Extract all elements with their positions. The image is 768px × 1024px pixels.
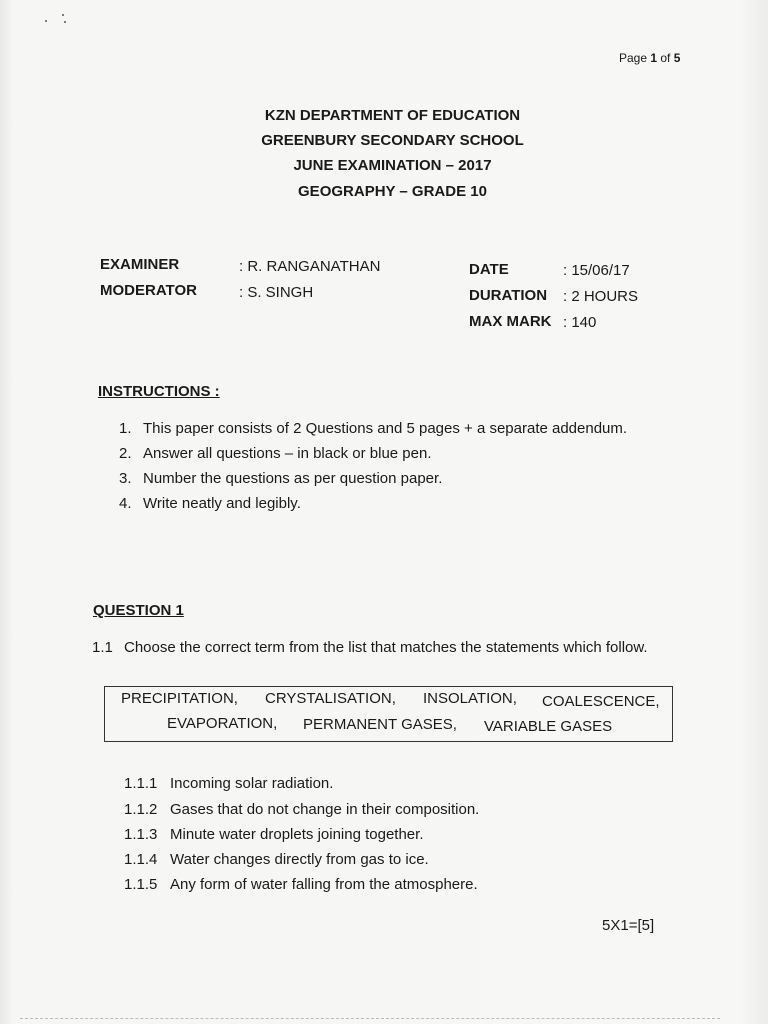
header-subject: GEOGRAPHY – GRADE 10 [298, 183, 487, 200]
scan-edge-dashes [20, 1018, 720, 1019]
instruction-number: 4. [119, 495, 132, 512]
sub-question [124, 801, 479, 818]
sub-question-number: 1.1.1 [124, 775, 158, 792]
scan-speck [45, 20, 47, 22]
instruction-text: This paper consists of 2 Questions and 5 pages + a separate addendum. [143, 420, 628, 437]
scan-speck [62, 14, 64, 16]
instruction-item [119, 470, 442, 487]
question-1-1-intro [92, 639, 648, 656]
instruction-number: 1. [119, 420, 132, 437]
instruction-number: 3. [119, 470, 132, 487]
instruction-text: Answer all questions – in black or blue pen. [143, 445, 432, 462]
date-value: : 15/06/17 [563, 262, 630, 279]
instruction-item [119, 495, 301, 512]
question-number: 1.1 [92, 639, 113, 656]
duration-value: : 2 HOURS [563, 288, 639, 305]
question1-heading: QUESTION 1 [93, 602, 184, 619]
page-number: Page 1 of 5 [619, 51, 681, 65]
sub-question [124, 876, 478, 893]
sub-question-text: Incoming solar radiation. [170, 775, 334, 792]
marks-allocation: 5X1=[5] [602, 917, 655, 934]
sub-question-number: 1.1.2 [124, 801, 158, 818]
header-department: KZN DEPARTMENT OF EDUCATION [264, 107, 521, 124]
header-exam: JUNE EXAMINATION – 2017 [293, 157, 492, 174]
moderator-value: : S. SINGH [239, 284, 314, 301]
sub-question-text: Water changes directly from gas to ice. [170, 851, 429, 868]
term-evaporation: EVAPORATION, [167, 715, 278, 732]
term-precipitation: PRECIPITATION, [121, 690, 238, 707]
sub-question [124, 775, 333, 792]
sub-question-text: Any form of water falling from the atmosphere. [170, 876, 478, 893]
maxmark-label: MAX MARK [469, 313, 552, 330]
instruction-text: Write neatly and legibly. [143, 495, 301, 512]
sub-question [124, 826, 423, 843]
sub-question-number: 1.1.4 [124, 851, 158, 868]
sub-question [124, 851, 429, 868]
date-label: DATE [469, 261, 509, 278]
duration-label: DURATION [469, 287, 548, 304]
instruction-number: 2. [119, 445, 132, 462]
term-insolation: INSOLATION, [423, 690, 517, 707]
maxmark-value: : 140 [563, 314, 597, 331]
instruction-item [119, 420, 627, 437]
examiner-label: EXAMINER [100, 256, 180, 273]
moderator-label: MODERATOR [100, 282, 197, 299]
instructions-heading: INSTRUCTIONS : [98, 383, 220, 400]
term-permanent-gases: PERMANENT GASES, [303, 716, 457, 733]
term-coalescence: COALESCENCE, [542, 693, 660, 710]
scan-speck [64, 21, 66, 23]
instruction-item [119, 445, 432, 462]
term-crystalisation: CRYSTALISATION, [265, 690, 396, 707]
question-text: Choose the correct term from the list that matches the statements which follow. [124, 639, 648, 656]
sub-question-text: Minute water droplets joining together. [170, 826, 424, 843]
sub-question-number: 1.1.3 [124, 826, 158, 843]
instruction-text: Number the questions as per question paper. [143, 470, 443, 487]
header-school: GREENBURY SECONDARY SCHOOL [261, 132, 524, 149]
sub-question-number: 1.1.5 [124, 876, 158, 893]
examiner-value: : R. RANGANATHAN [239, 258, 381, 275]
term-variable-gases: VARIABLE GASES [484, 718, 613, 735]
sub-question-text: Gases that do not change in their composition. [170, 801, 480, 818]
terms-box [104, 686, 673, 742]
